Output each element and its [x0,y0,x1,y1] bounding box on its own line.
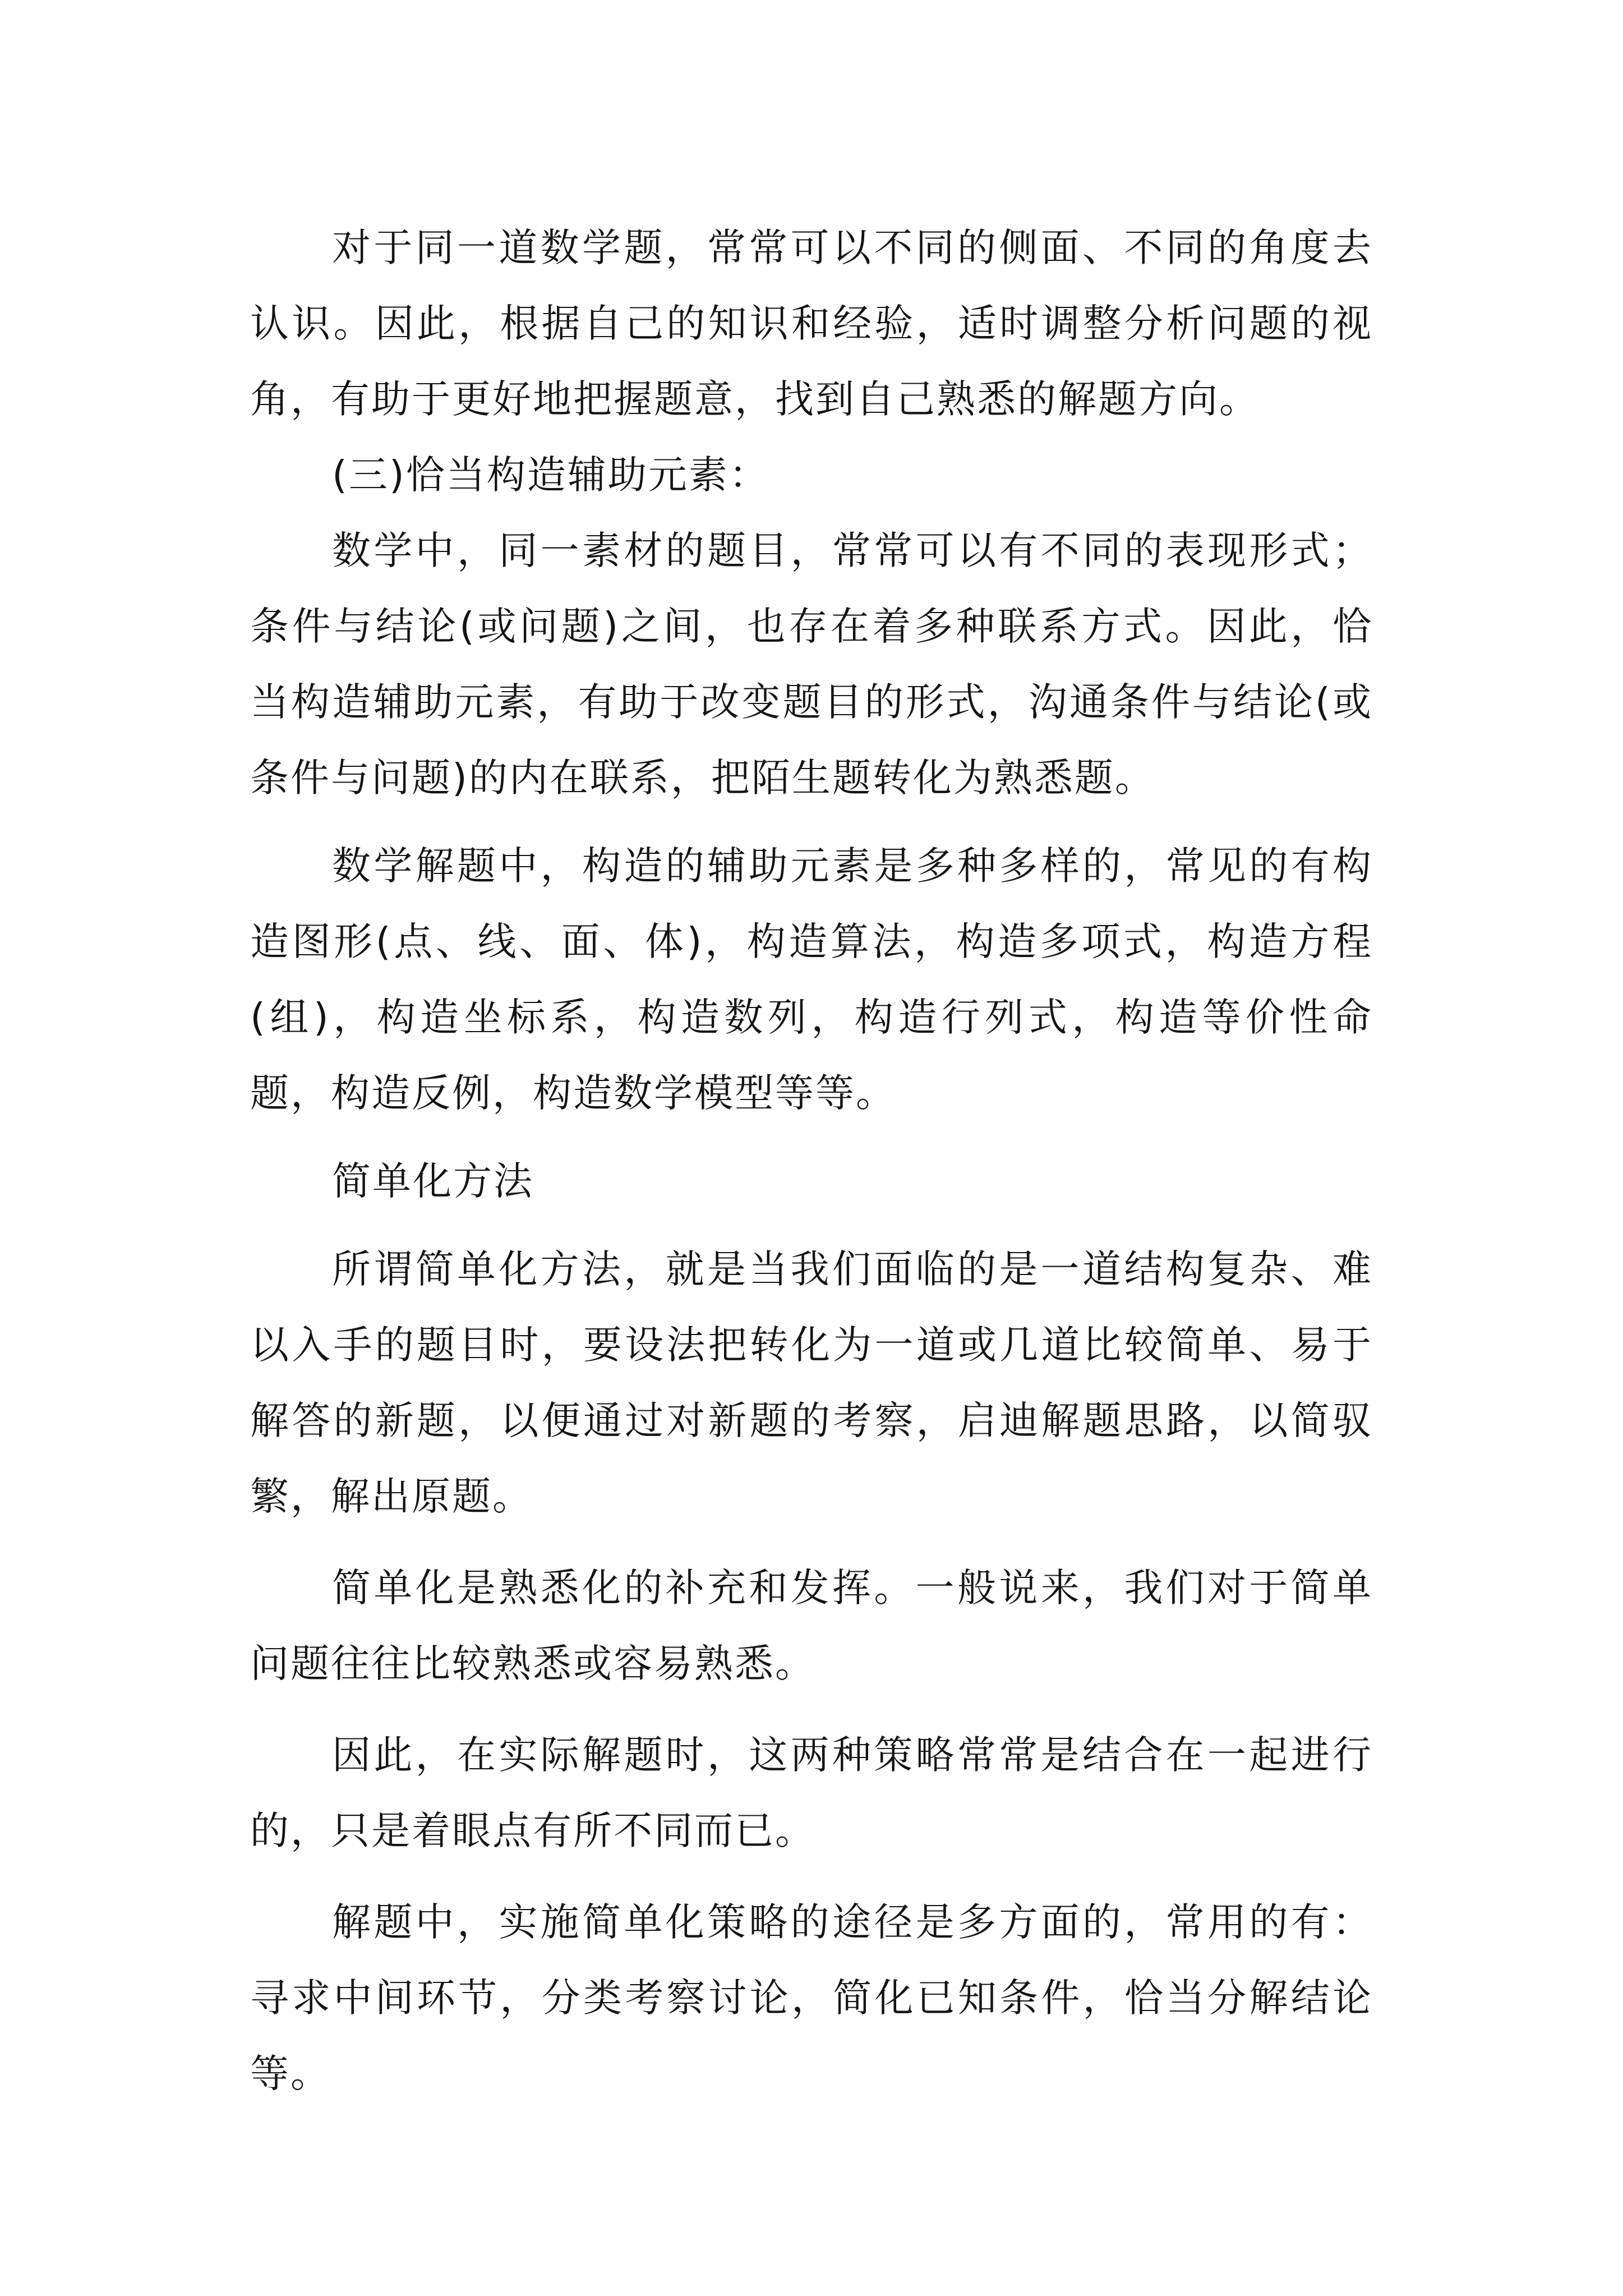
paragraph-simplification-approaches: 解题中，实施简单化策略的途径是多方面的，常用的有：寻求中间环节，分类考察讨论，简化已知条件，恰当分解结论等。 [250,1900,1373,2096]
paragraph-combined-strategies: 因此，在实际解题时，这两种策略常常是结合在一起进行的，只是着眼点有所不同而已。 [250,1733,1373,1853]
section-heading-simplification: 简单化方法 [332,1159,534,1204]
section-heading-construct-auxiliary: (三)恰当构造辅助元素： [332,453,769,498]
document-body [250,210,1373,2112]
paragraph-auxiliary-elements: 数学中，同一素材的题目，常常可以有不同的表现形式；条件与结论(或问题)之间，也存在着多种联系方式。因此，恰当构造辅助元素，有助于改变题目的形式，沟通条件与结论(或条件与问题)的内在联系，把陌生题转化为熟悉题。 [250,528,1373,800]
paragraph-simplification-supplement: 简单化是熟悉化的补充和发挥。一般说来，我们对于简单问题往往比较熟悉或容易熟悉。 [250,1566,1373,1686]
paragraph-viewpoint: 对于同一道数学题，常常可以不同的侧面、不同的角度去认识。因此，根据自己的知识和经验，适时调整分析问题的视角，有助于更好地把握题意，找到自己熟悉的解题方向。 [250,226,1373,422]
paragraph-auxiliary-examples: 数学解题中，构造的辅助元素是多种多样的，常见的有构造图形(点、线、面、体)，构造算法，构造多项式，构造方程(组)，构造坐标系，构造数列，构造行列式，构造等价性命题，构造反例，构造数学模型等等。 [250,844,1373,1116]
paragraph-simplification-definition: 所谓简单化方法，就是当我们面临的是一道结构复杂、难以入手的题目时，要设法把转化为一道或几道比较简单、易于解答的新题，以便通过对新题的考察，启迪解题思路，以简驭繁，解出原题。 [250,1247,1373,1519]
